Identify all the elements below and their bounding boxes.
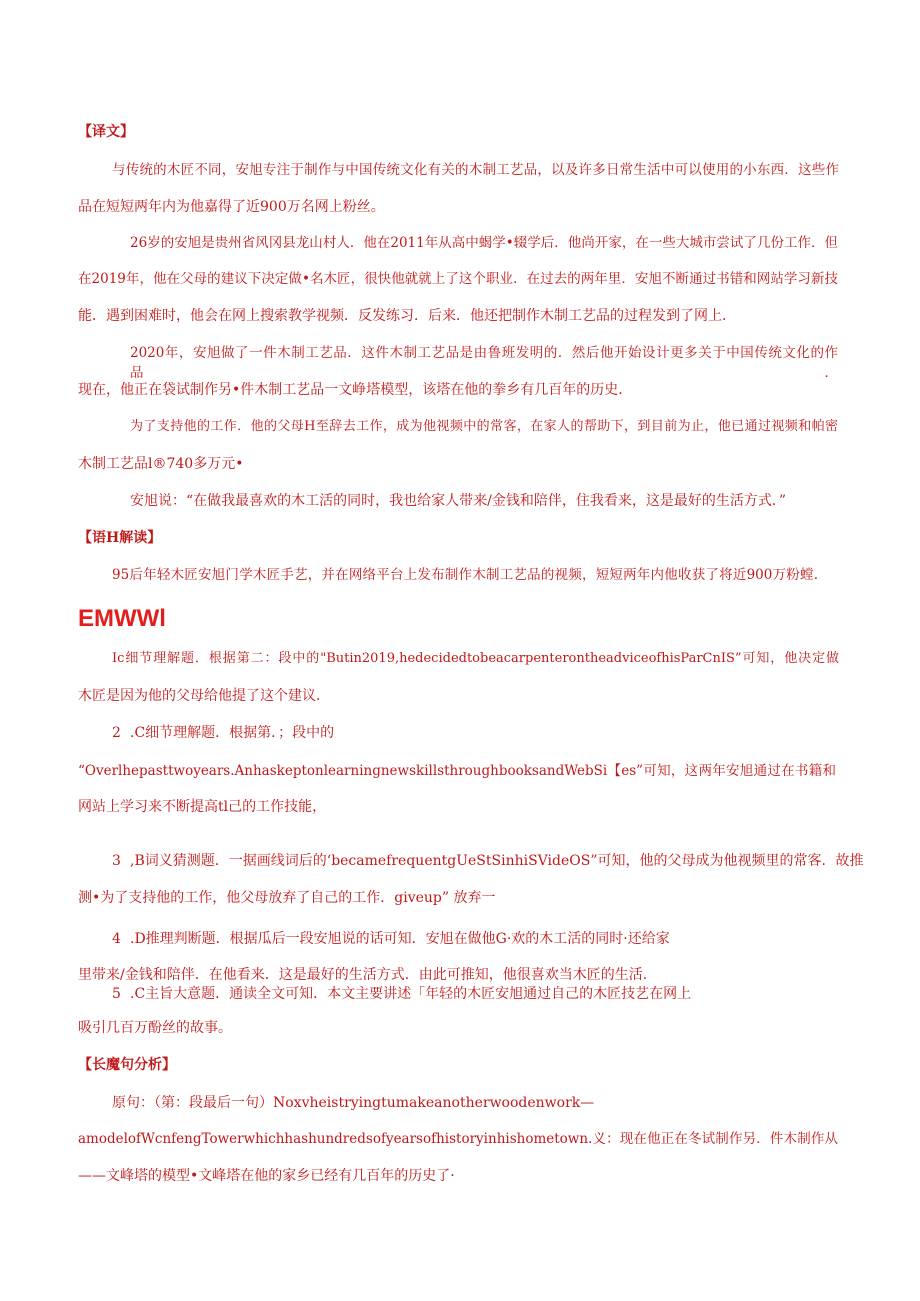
translation-heading: 【译文】 xyxy=(78,124,134,140)
answer-2-text: .C细节理解题．根据第．；段中的 xyxy=(130,725,335,741)
translation-p2-line3: 能．遇到困难时，他会在网上搜索教学视频．反发练习．后来．他还把制作木制工艺品的过程发到了网上． xyxy=(78,308,736,324)
translation-p2-line1: 26岁的安旭是贵州省风冈县龙山村人．他在2011年从高中蝎学•辍学后．他尚开家，在一些大城市尝试了几份工作．但 xyxy=(130,235,838,251)
answer-5-text: .C主旨大意题．通读全文可知．本文主要讲述「年轻的木匠安旭通过自己的木匠技艺在网上 xyxy=(130,986,692,1002)
long-sentence-line2: amodelofWcnfengTowerwhichhashundredsofyearsofhistoryinhishometown.义：现在他正在冬试制作另．件木制作从 xyxy=(78,1131,838,1147)
translation-p3-line1: 2020年，安旭做了一件木制工艺品．这件木制工艺品是由鲁班发明的．然后他开始设计更多关于中国传统文化的作品． xyxy=(130,345,838,381)
answer-1-line1: Ic细节理解题．根据第二：段中的"Butin2019,hedecidedtobeacarpenterontheadviceofhisParCnIS”可知，他决定做 xyxy=(112,651,839,666)
translation-p3-line2: 现在，他正在袋试制作另•件木制工艺品一文峥塔模型，该塔在他的拳乡有几百年的历史． xyxy=(78,382,633,398)
answer-1-line2: 木匠是因为他的父母给他提了这个建议. xyxy=(78,688,321,704)
answer-4-number: 4 xyxy=(112,931,121,947)
translation-p2-line2: 在2019年，他在父母的建议下决定做•名木匠，很快他就就上了这个职业．在过去的两年里．安旭不断通过书错和网站学习新技 xyxy=(78,271,838,287)
answers-title: EMWWl xyxy=(78,605,166,632)
long-sentence-heading: 【长魔句分析】 xyxy=(78,1057,176,1073)
reading-text: 95后年轻木匠安旭门学木匠手艺，并在网络平台上发布制作木制工艺品的视频，短短两年内他收获了将近900万粉螳. xyxy=(112,567,818,583)
reading-heading: 【语H解读】 xyxy=(78,530,162,546)
answer-3-line2: 测•为了支持他的工作，他父母放弃了自己的工作．giveup” 放弃一 xyxy=(78,890,496,906)
answer-5-number: 5 xyxy=(112,986,121,1002)
answer-3-number: 3 xyxy=(112,853,121,869)
translation-p4-line2: 木制工艺品l®740多万元• xyxy=(78,456,244,472)
translation-p4-line1: 为了支持他的工作．他的父母H至辞去工作，成为他视频中的常客，在家人的帮助下，到目前为止，他已通过视频和帕密 xyxy=(130,419,838,434)
long-sentence-line3: ——文峰塔的模型•文峰塔在他的家乡已经有几百年的历史了· xyxy=(78,1168,455,1184)
translation-p5-line1: 安旭说：“在做我最喜欢的木工活的同时，我也给家人带来/金钱和陪伴，住我看来，这是最好的生活方式．” xyxy=(130,493,787,509)
answer-3-line1 xyxy=(112,851,864,871)
answer-2-line1 xyxy=(112,723,334,743)
answer-4-text: .D推理判断题．根据瓜后一段安旭说的话可知．安旭在做他G·欢的木工活的同时·还给家 xyxy=(130,931,670,947)
answer-5-line2: 吸引几百万酚丝的故事。 xyxy=(78,1020,232,1036)
answer-2-number: 2 xyxy=(112,725,121,741)
long-sentence-line1: 原句：（第：段最后一句）Noxvheistryingtumakeanotherwoodenwork— xyxy=(112,1095,595,1111)
answer-4-line1 xyxy=(112,929,670,949)
answer-5-line1 xyxy=(112,984,691,1004)
translation-p1-line2: 品在短短两年内为他嘉得了近900万名网上粉丝。 xyxy=(78,199,385,215)
answer-2-line3: 网站上学习来不断提高tl己的工作技能， xyxy=(78,799,327,815)
answer-2-line2: “Overlhepasttwoyears.AnhaskeptonlearningnewskillsthroughbooksandWebSi【es”可知，这两年安旭通过在书籍和 xyxy=(78,763,836,779)
translation-p1-line1: 与传统的木匠不同，安旭专注于制作与中国传统文化有关的木制工艺品，以及许多日常生活中可以使用的小东西．这些作 xyxy=(112,162,839,178)
answer-4-line2: 里带来/金钱和陪伴．在他看来．这是最好的生活方式．由此可推知，他很喜欢当木匠的生活. xyxy=(78,967,648,983)
answer-3-text: ,B词义猜测题．一据画线词后的‘becamefrequentgUeStSinhiSVideOS”可知，他的父母成为他视频里的常客．故推 xyxy=(130,853,864,869)
